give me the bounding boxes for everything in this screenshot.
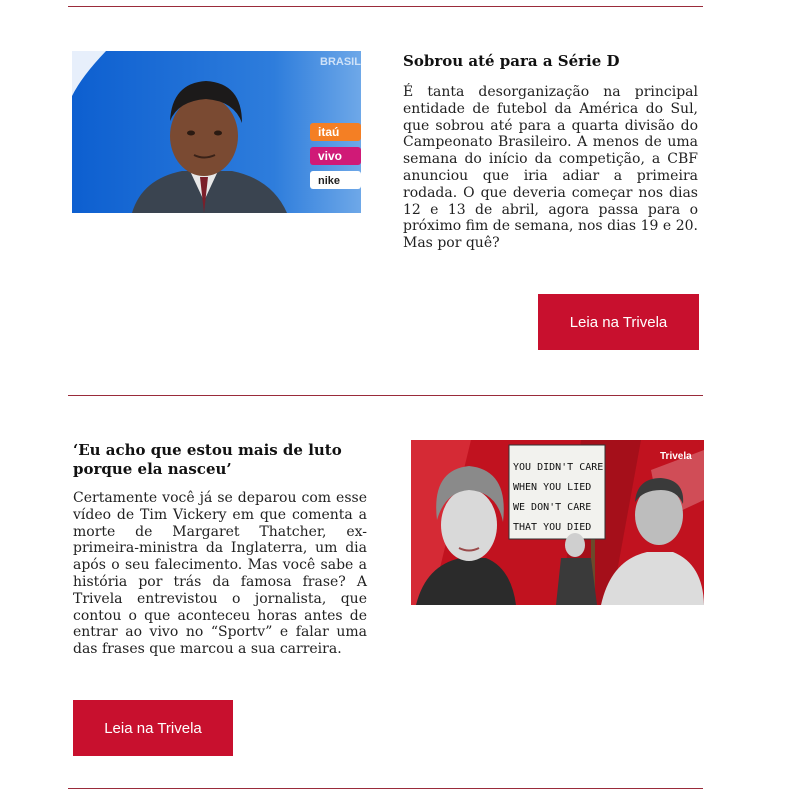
divider-bottom <box>68 788 703 789</box>
divider-middle <box>68 395 703 396</box>
trivela-watermark: Trivela <box>660 451 692 462</box>
sponsor-nike-badge: nike <box>318 175 341 187</box>
article-2-read-button[interactable]: Leia na Trivela <box>73 700 233 756</box>
sponsor-vivo-badge: vivo <box>318 149 343 163</box>
article-1-read-button[interactable]: Leia na Trivela <box>538 294 699 350</box>
article-2-title: ‘Eu acho que estou mais de luto porque ela nasceu’ <box>73 441 342 478</box>
article-1-title: Sobrou até para a Série D <box>403 52 620 70</box>
backdrop-brasil-text: BRASIL <box>320 56 361 68</box>
article-2-image <box>411 440 704 605</box>
sponsor-itau-badge: itaú <box>318 125 340 139</box>
protest-sign-text: YOU DIDN'T CARE WHEN YOU LIED WE DON'T CARE THAT YOU DIED <box>513 462 604 533</box>
divider-top <box>68 6 703 7</box>
article-1-body: É tanta desorganização na principal entidade de futebol da América do Sul, que sobrou até para a quarta divisão do Campeonato Brasileiro. A menos de uma semana do início da competição, a CBF anunciou que iria adiar a primeira rodada. O que deveria começar nos dias 12 e 13 de abril, agora passa para o próximo fim de semana, nos dias 19 e 20. Mas por quê? <box>403 84 698 252</box>
article-1-image <box>72 51 361 213</box>
article-2-body: Certamente você já se deparou com esse vídeo de Tim Vickery em que comenta a morte de Margaret Thatcher, ex-primeira-ministra da Inglaterra, um dia após o seu falecimento. Mas você sabe a história por trás da famosa frase? A Trivela entrevistou o jornalista, que contou o que aconteceu horas antes de entrar ao vivo no “Sportv” e falar uma das frases que marcou a sua carreira. <box>73 490 367 658</box>
